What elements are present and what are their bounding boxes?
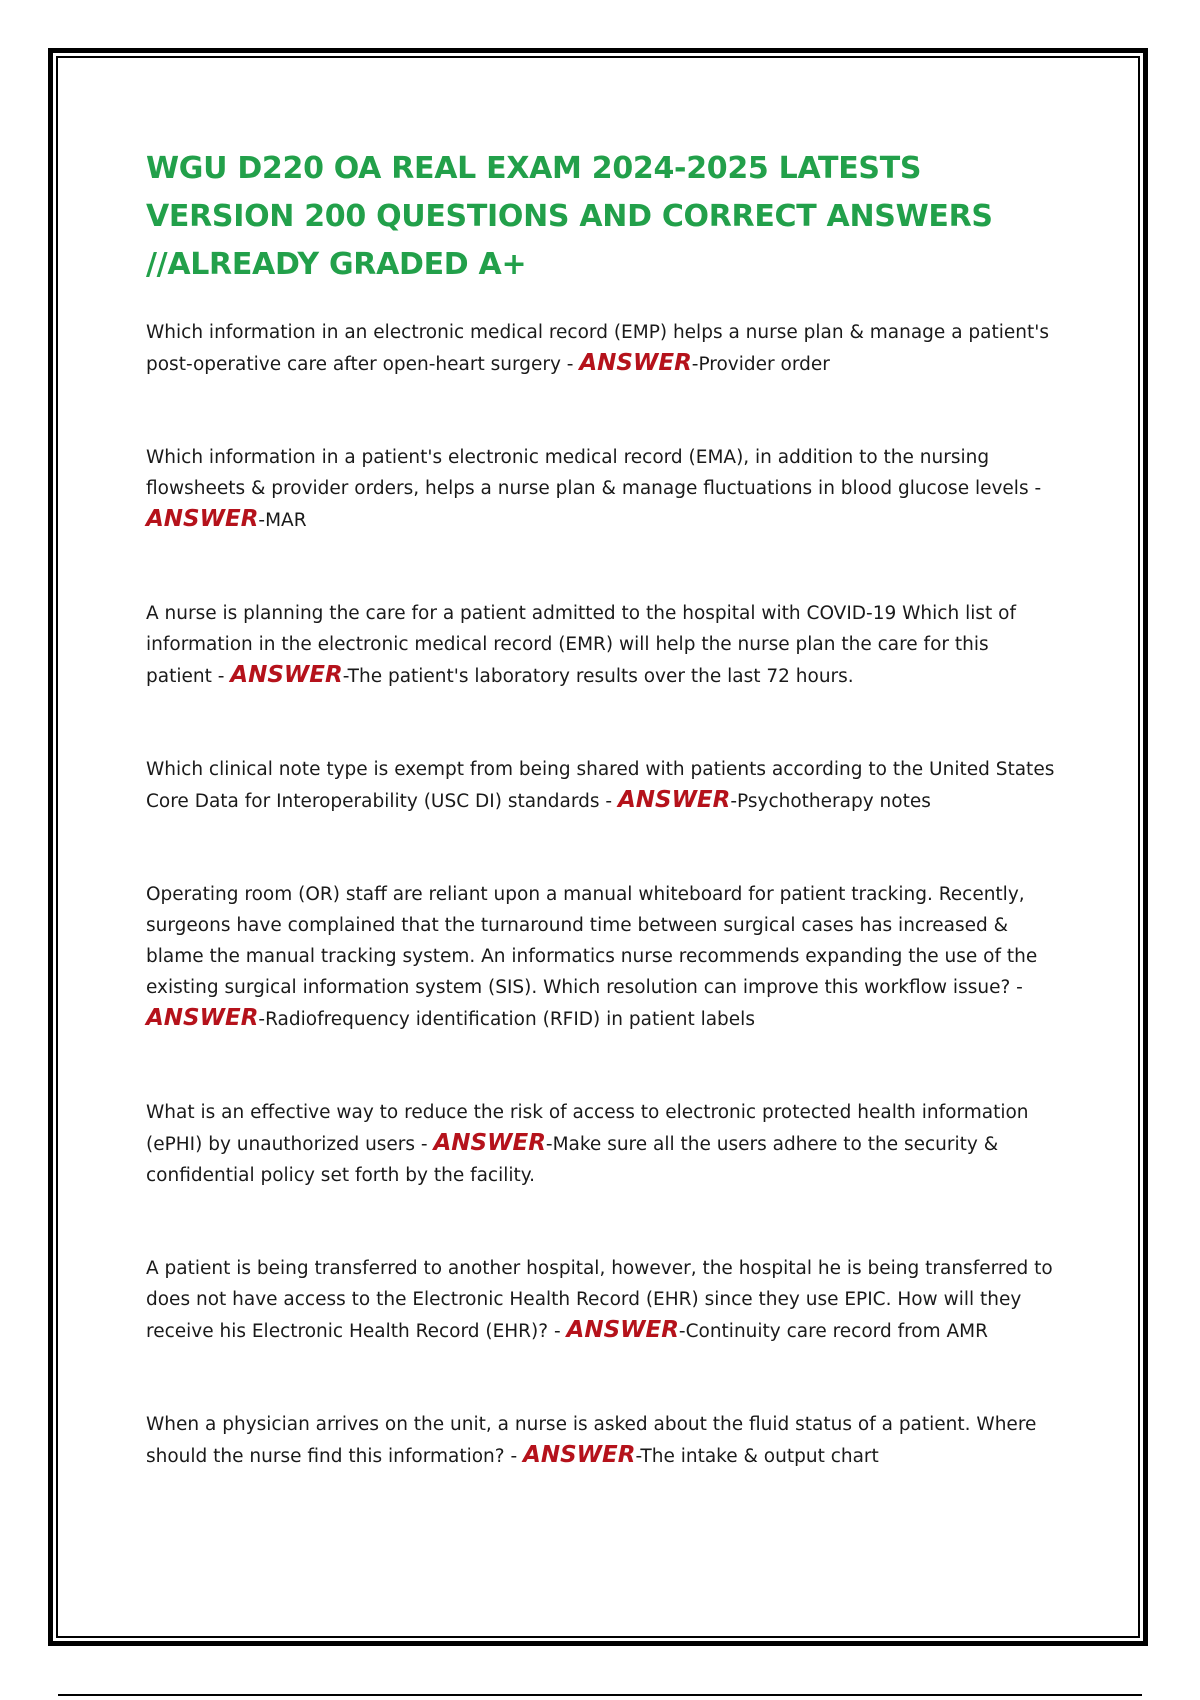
document-body xyxy=(146,145,1058,1472)
question-text: Operating room (OR) staff are reliant upon a manual whiteboard for patient tracking. Recently, surgeons have complained that the turnaround time between surgical cases has increased & blame the manual tracking system. An informatics nurse recommends expanding the use of the existing surgical information system (SIS). Which resolution can improve this workflow issue? - xyxy=(146,884,1038,998)
document-title: WGU D220 OA REAL EXAM 2024-2025 LATESTS VERSION 200 QUESTIONS AND CORRECT ANSWERS //ALREADY GRADED A+ xyxy=(146,151,993,282)
question-text: When a physician arrives on the unit, a nurse is asked about the fluid status of a patient. Where should the nurse find this information? - xyxy=(146,1414,1037,1467)
answer-text: -Psychotherapy notes xyxy=(730,791,931,812)
answer-text: -MAR xyxy=(258,510,307,531)
question-text: A nurse is planning the care for a patient admitted to the hospital with COVID-19 Which list of information in the electronic medical record (EMR) will help the nurse plan the care for this patient - xyxy=(146,603,1016,687)
answer-label: ANSWER xyxy=(617,787,731,813)
question-text: Which information in an electronic medical record (EMP) helps a nurse plan & manage a patient's post-operative care after open-heart surgery - xyxy=(146,322,1049,375)
question-text: Which clinical note type is exempt from being shared with patients according to the United States Core Data for Interoperability (USC DI) standards - xyxy=(146,759,1055,812)
qa-item xyxy=(146,879,1058,1035)
answer-text: -Continuity care record from AMR xyxy=(678,1321,988,1342)
qa-item xyxy=(146,442,1058,536)
answer-label: ANSWER xyxy=(146,1005,259,1031)
answer-label: ANSWER xyxy=(579,350,692,376)
question-text: What is an effective way to reduce the risk of access to electronic protected health information (ePHI) by unauthorized users - xyxy=(146,1102,1029,1155)
question-text: Which information in a patient's electronic medical record (EMA), in addition to the nursing flowsheets & provider orders, helps a nurse plan & manage fluctuations in blood glucose levels - xyxy=(146,447,1042,499)
qa-item xyxy=(146,598,1058,692)
qa-item xyxy=(146,1253,1058,1347)
answer-text: -Radiofrequency identification (RFID) in patient labels xyxy=(258,1009,755,1030)
question-text: A patient is being transferred to another hospital, however, the hospital he is being transferred to does not have access to the Electronic Health Record (EHR) since they use EPIC. How will they receive his Electronic Health Record (EHR)? - xyxy=(146,1258,1053,1342)
answer-text: -The patient's laboratory results over the last 72 hours. xyxy=(342,666,854,687)
answer-text: -Provider order xyxy=(691,354,830,375)
answer-label: ANSWER xyxy=(146,506,259,532)
qa-item xyxy=(146,317,1058,380)
bottom-divider xyxy=(58,1694,1142,1696)
answer-label: ANSWER xyxy=(230,662,343,688)
qa-item xyxy=(146,1097,1058,1191)
qa-item xyxy=(146,754,1058,817)
answer-label: ANSWER xyxy=(566,1317,679,1343)
answer-text: -The intake & output chart xyxy=(635,1446,879,1467)
answer-label: ANSWER xyxy=(433,1130,546,1156)
qa-item xyxy=(146,1409,1058,1472)
answer-label: ANSWER xyxy=(523,1442,636,1468)
answer-text: -Make sure all the users adhere to the security & confidential policy set forth by the facility. xyxy=(146,1134,999,1186)
